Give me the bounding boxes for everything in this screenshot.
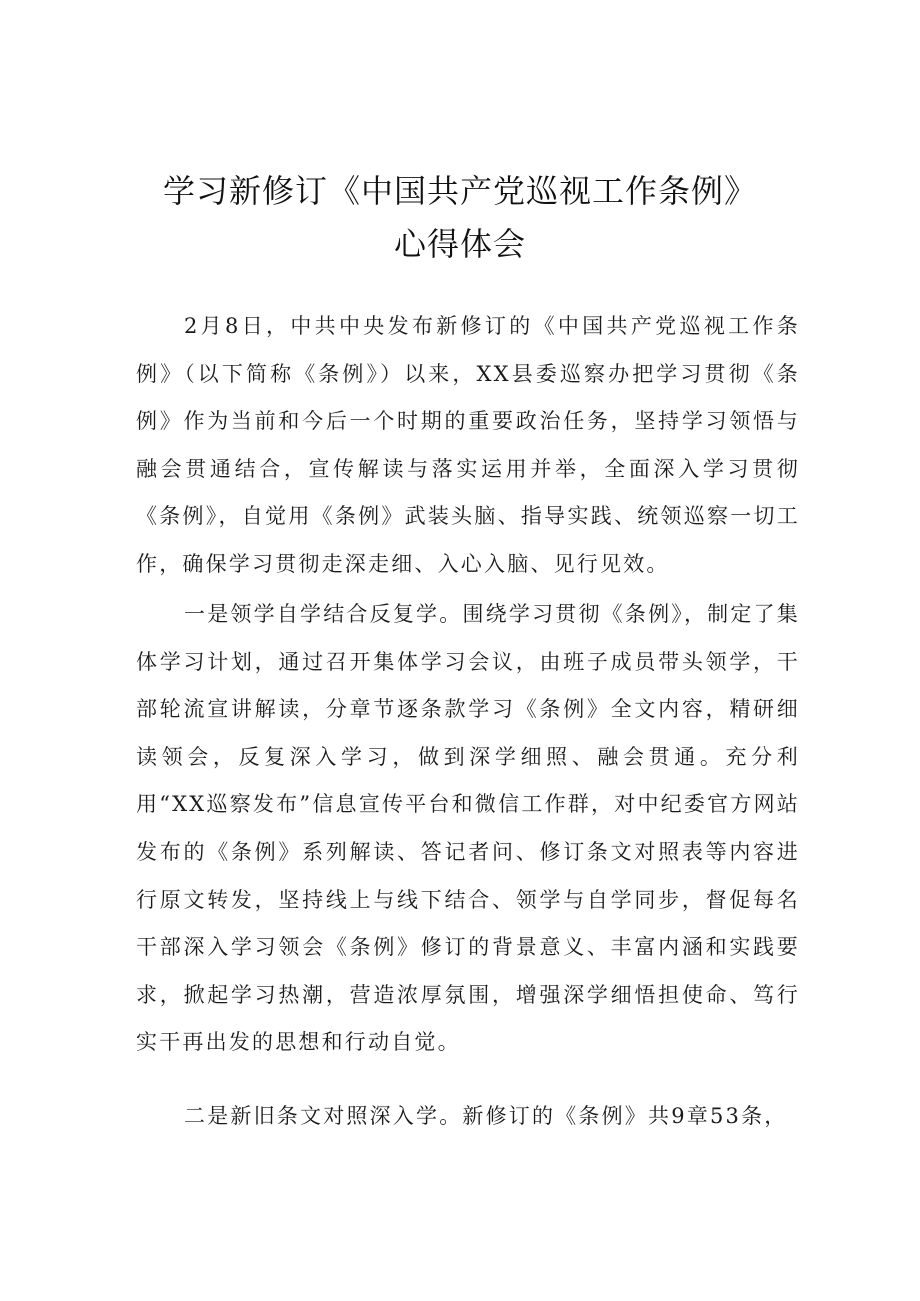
paragraph-point-two: 二是新旧条文对照深入学。新修订的《条例》共9章53条， xyxy=(184,1104,788,1128)
paragraph-point-one: 一是领学自学结合反复学。围绕学习贯彻《条例》，制定了集体学习计划，通过召开集体学习会议，由班子成员带头领学，干部轮流宣讲解读，分章节逐条款学习《条例》全文内容，精研细读领会，反复深入学习，做到深学细照、融会贯通。充分利用“XX巡察发布”信息宣传平台和微信工作群，对中纪委官方网站发布的《条例》系列解读、答记者问、修订条文对照表等内容进行原文转发，坚持线上与线下结合、领学与自学同步，督促每名干部深入学习领会《条例》修订的背景意义、丰富内涵和实践要求，掀起学习热潮，营造浓厚氛围，增强深学细悟担使命、笃行实干再出发的思想和行动自觉。 xyxy=(136,602,800,1055)
document-title-line-2: 心得体会 xyxy=(393,225,526,263)
paragraph-intro: 2月8日，中共中央发布新修订的《中国共产党巡视工作条例》（以下简称《条例》）以来，XX县委巡察办把学习贯彻《条例》作为当前和今后一个时期的重要政治任务，坚持学习领悟与融会贯通结合，宣传解读与落实运用并举，全面深入学习贯彻《条例》，自觉用《条例》武装头脑、指导实践、统领巡察一切工作，确保学习贯彻走深走细、入心入脑、见行见效。 xyxy=(136,314,800,576)
document-title-line-1: 学习新修订《中国共产党巡视工作条例》 xyxy=(162,172,757,210)
